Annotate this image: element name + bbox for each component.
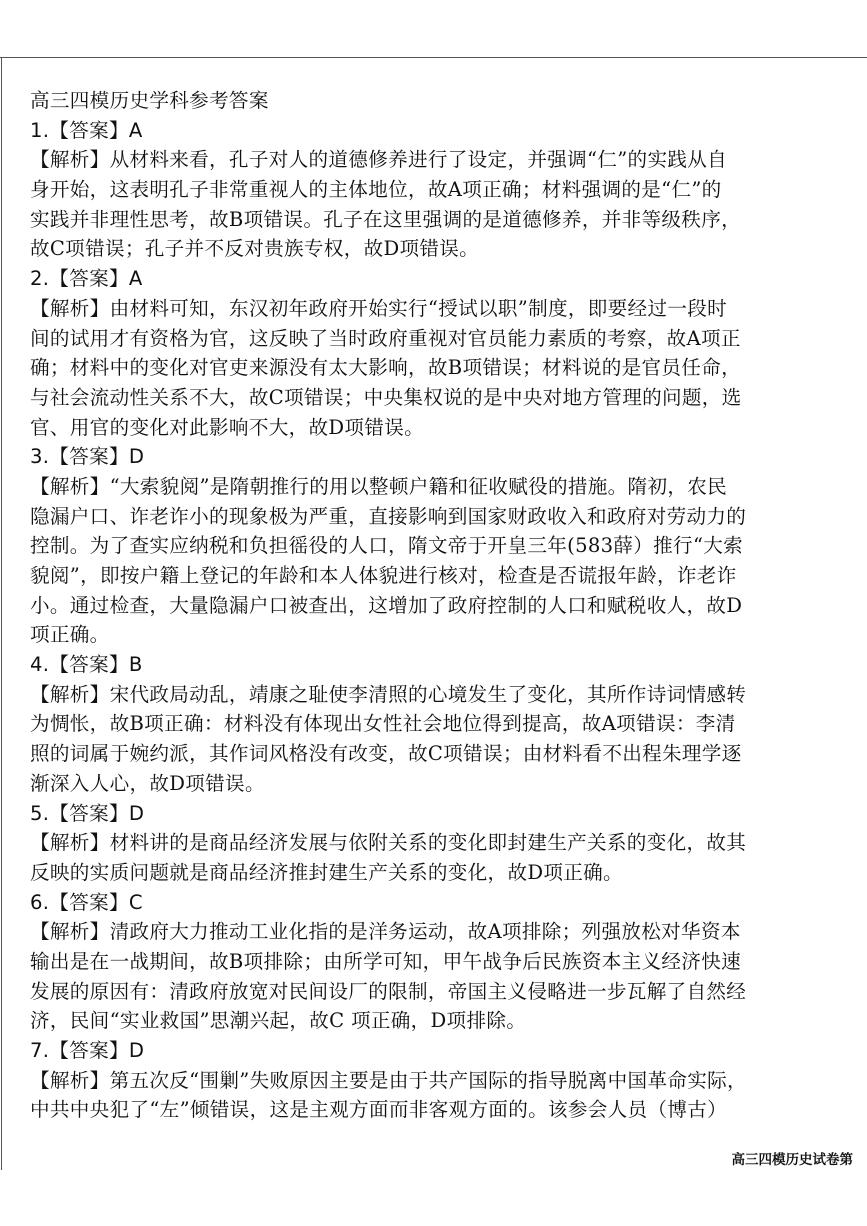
- analysis-line: 确；材料中的变化对官吏来源没有太大影响，故B项错误；材料说的是官员任命，: [30, 356, 741, 380]
- analysis-line: 发展的原因有：清政府放宽对民间设厂的限制，帝国主义侵略进一步瓦解了自然经: [30, 979, 747, 1003]
- analysis-line: 渐深入人心，故D项错误。: [30, 771, 265, 795]
- analysis-line: 【解析】宋代政局动乱，靖康之耻使李清照的心境发生了变化，其所作诗词情感转: [30, 682, 747, 706]
- answer-line: 2.【答案】A: [30, 267, 143, 291]
- document-title: 高三四模历史学科参考答案: [30, 89, 269, 112]
- analysis-line: 项正确。: [30, 623, 110, 647]
- analysis-line: 【解析】“大索貌阅”是隋朝推行的用以整顿户籍和征收赋役的措施。隋初，农民: [30, 474, 728, 498]
- analysis-line: 隐漏户口、诈老诈小的现象极为严重，直接影响到国家财政收入和政府对劳动力的: [30, 504, 747, 528]
- page-border-left: [1, 57, 2, 1170]
- analysis-line: 间的试用才有资格为官，这反映了当时政府重视对官员能力素质的考察，故A项正: [30, 326, 741, 350]
- question-1: [30, 116, 844, 264]
- analysis-line: 【解析】材料讲的是商品经济发展与依附关系的变化即封建生产关系的变化，故其: [30, 831, 747, 855]
- page-border-top: [0, 57, 867, 58]
- question-5: [30, 799, 844, 888]
- answer-line: 7.【答案】D: [30, 1039, 145, 1062]
- analysis-line: 为惆怅，故B项正确：材料没有体现出女性社会地位得到提高，故A项错误：李清: [30, 712, 736, 736]
- analysis-line: 济，民间“实业救国”思潮兴起，故C 项正确，D项排除。: [30, 1009, 527, 1033]
- answer-line: 6.【答案】C: [30, 890, 143, 914]
- page-footer: 高三四模历史试卷第: [731, 1152, 853, 1168]
- analysis-line: 貌阅”，即按户籍上登记的年龄和本人体貌进行核对，检查是否谎报年龄，诈老诈: [30, 564, 737, 587]
- analysis-line: 故C项错误；孔子并不反对贵族专权，故D项错误。: [30, 237, 480, 261]
- analysis-line: 官、用官的变化对此影响不大，故D项错误。: [30, 415, 424, 439]
- answer-content: [30, 86, 844, 1125]
- analysis-line: 照的词属于婉约派，其作词风格没有改变，故C项错误；由材料看不出程朱理学逐: [30, 742, 742, 766]
- question-7: [30, 1036, 844, 1125]
- analysis-line: 输出是在一战期间，故B项排除；由所学可知，甲午战争后民族资本主义经济快速: [30, 949, 741, 973]
- analysis-line: 身开始，这表明孔子非常重视人的主体地位，故A项正确；材料强调的是“仁”的: [30, 178, 722, 202]
- analysis-line: 中共中央犯了“左”倾错误，这是主观方面而非客观方面的。该参会人员（博古）: [30, 1098, 728, 1122]
- question-6: [30, 888, 844, 1036]
- question-2: [30, 264, 844, 442]
- question-4: [30, 650, 844, 798]
- analysis-line: 【解析】从材料来看，孔子对人的道德修养进行了设定，并强调“仁”的实践从自: [30, 148, 728, 172]
- analysis-line: 反映的实质问题就是商品经济推封建生产关系的变化，故D项正确。: [30, 860, 623, 884]
- analysis-line: 控制。为了查实应纳税和负担徭役的人口，隋文帝于开皇三年(583薛）推行“大索: [30, 534, 744, 558]
- answer-line: 5.【答案】D: [30, 801, 145, 825]
- analysis-line: 实践并非理性思考，故B项错误。孔子在这里强调的是道德修养，并非等级秩序，: [30, 207, 741, 231]
- analysis-line: 【解析】由材料可知，东汉初年政府开始实行“授试以职”制度，即要经过一段时: [30, 296, 728, 320]
- answer-line: 3.【答案】D: [30, 445, 145, 469]
- answer-line: 4.【答案】B: [30, 653, 143, 677]
- question-3: [30, 442, 844, 650]
- analysis-line: 小。通过检查，大量隐漏户口被查出，这增加了政府控制的人口和赋税收人，故D: [30, 593, 743, 617]
- analysis-line: 【解析】清政府大力推动工业化指的是洋务运动，故A项排除；列强放松对华资本: [30, 920, 741, 944]
- answer-line: 1.【答案】A: [30, 118, 143, 142]
- analysis-line: 【解析】第五次反“围剿”失败原因主要是由于共产国际的指导脱离中国革命实际，: [30, 1068, 747, 1092]
- analysis-line: 与社会流动性关系不大，故C项错误；中央集权说的是中央对地方管理的问题，选: [30, 385, 742, 409]
